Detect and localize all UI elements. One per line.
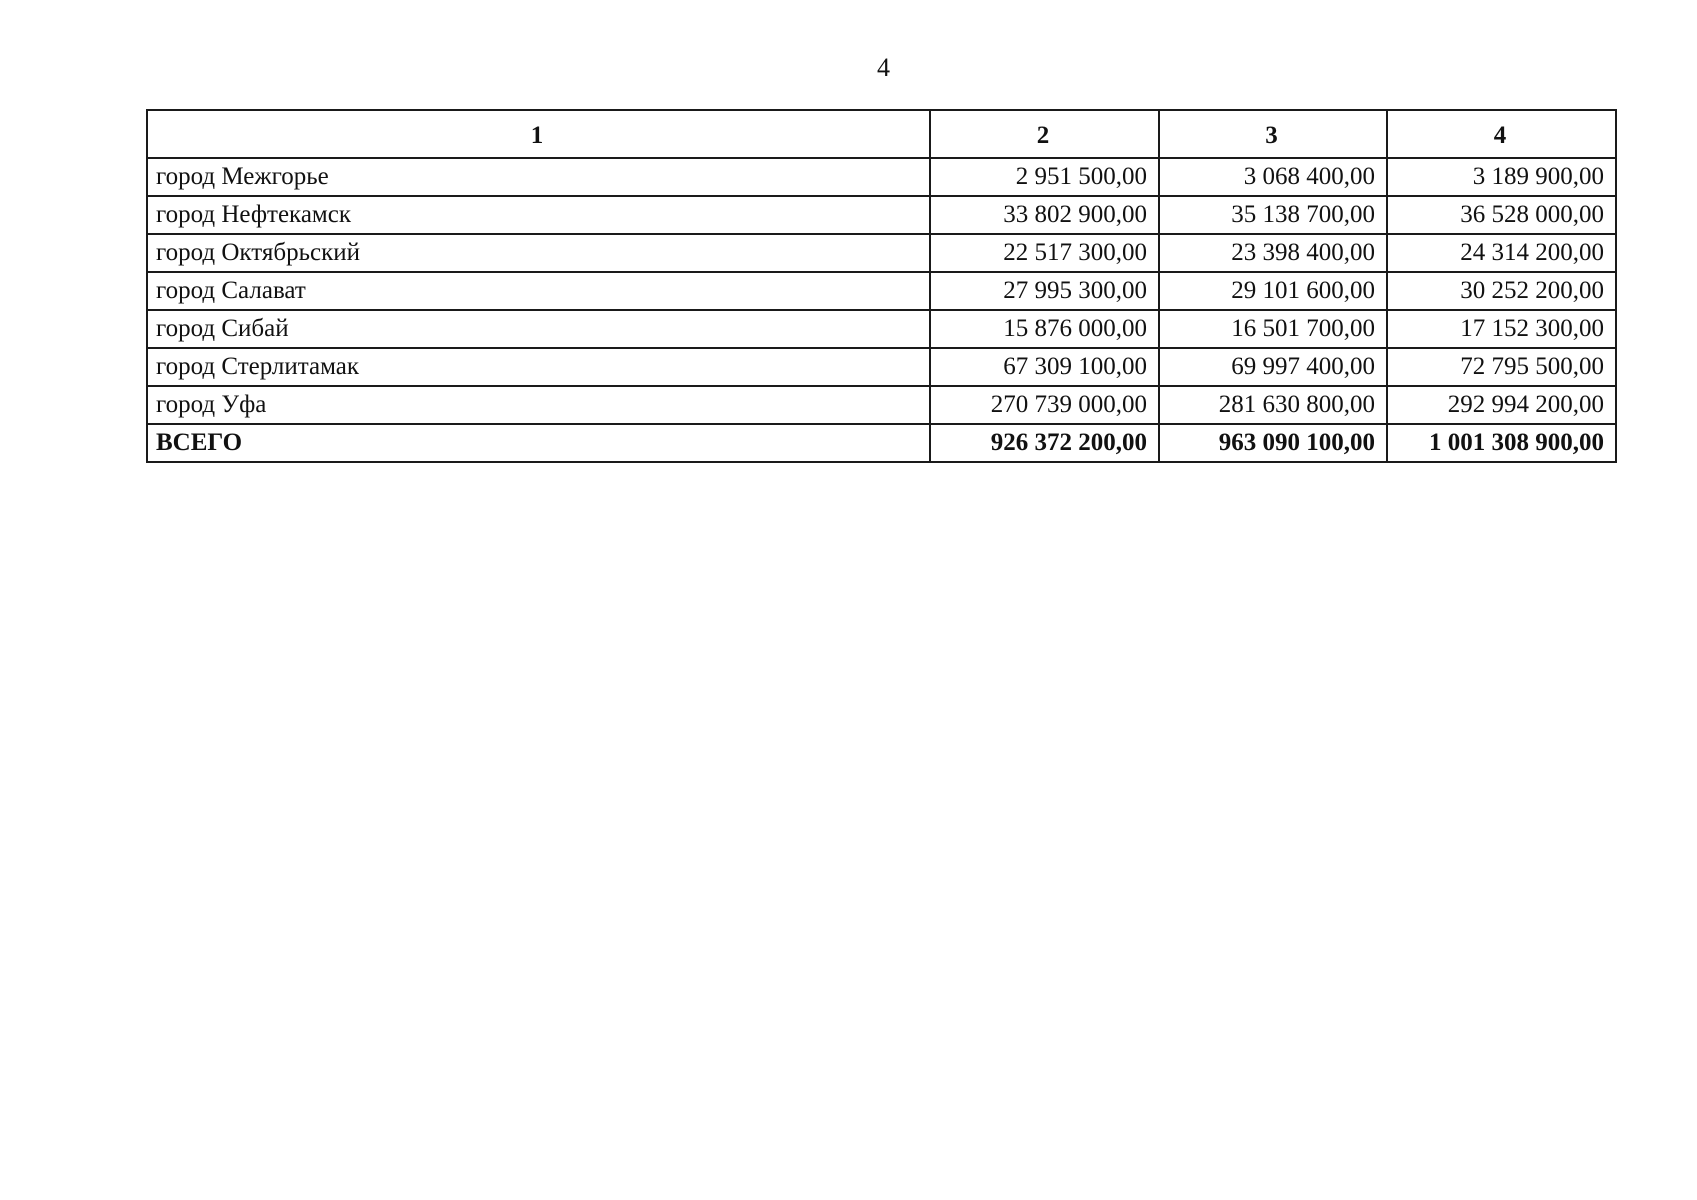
row-value-col4: 3 189 900,00 xyxy=(1387,158,1616,196)
row-value-col3: 3 068 400,00 xyxy=(1159,158,1387,196)
row-value-col2: 2 951 500,00 xyxy=(930,158,1159,196)
total-row xyxy=(147,424,1616,462)
table-row xyxy=(147,348,1616,386)
row-value-col3: 16 501 700,00 xyxy=(1159,310,1387,348)
row-value-col2: 27 995 300,00 xyxy=(930,272,1159,310)
table-row xyxy=(147,196,1616,234)
row-value-col4: 30 252 200,00 xyxy=(1387,272,1616,310)
total-value-col4: 1 001 308 900,00 xyxy=(1387,424,1616,462)
row-name-cell: город Нефтекамск xyxy=(147,196,930,234)
row-value-col2: 67 309 100,00 xyxy=(930,348,1159,386)
column-header-1: 1 xyxy=(147,110,930,158)
row-value-col3: 35 138 700,00 xyxy=(1159,196,1387,234)
row-value-col3: 281 630 800,00 xyxy=(1159,386,1387,424)
column-header-4: 4 xyxy=(1387,110,1616,158)
row-value-col2: 15 876 000,00 xyxy=(930,310,1159,348)
row-name-cell: город Сибай xyxy=(147,310,930,348)
row-name-cell: город Уфа xyxy=(147,386,930,424)
table-row xyxy=(147,234,1616,272)
row-value-col4: 72 795 500,00 xyxy=(1387,348,1616,386)
total-value-col2: 926 372 200,00 xyxy=(930,424,1159,462)
row-value-col4: 17 152 300,00 xyxy=(1387,310,1616,348)
page-number: 4 xyxy=(877,53,890,82)
row-value-col3: 69 997 400,00 xyxy=(1159,348,1387,386)
row-value-col2: 270 739 000,00 xyxy=(930,386,1159,424)
row-name-cell: город Октябрьский xyxy=(147,234,930,272)
row-value-col2: 22 517 300,00 xyxy=(930,234,1159,272)
row-value-col3: 23 398 400,00 xyxy=(1159,234,1387,272)
table-row xyxy=(147,158,1616,196)
table-row xyxy=(147,310,1616,348)
total-value-col3: 963 090 100,00 xyxy=(1159,424,1387,462)
column-header-2: 2 xyxy=(930,110,1159,158)
row-value-col3: 29 101 600,00 xyxy=(1159,272,1387,310)
row-name-cell: город Межгорье xyxy=(147,158,930,196)
table-row xyxy=(147,272,1616,310)
row-name-cell: город Стерлитамак xyxy=(147,348,930,386)
row-value-col2: 33 802 900,00 xyxy=(930,196,1159,234)
table-header-row xyxy=(147,110,1616,158)
row-value-col4: 24 314 200,00 xyxy=(1387,234,1616,272)
budget-table xyxy=(146,109,1617,463)
row-value-col4: 292 994 200,00 xyxy=(1387,386,1616,424)
row-name-cell: город Салават xyxy=(147,272,930,310)
column-header-3: 3 xyxy=(1159,110,1387,158)
total-label: ВСЕГО xyxy=(147,424,930,462)
table-row xyxy=(147,386,1616,424)
row-value-col4: 36 528 000,00 xyxy=(1387,196,1616,234)
